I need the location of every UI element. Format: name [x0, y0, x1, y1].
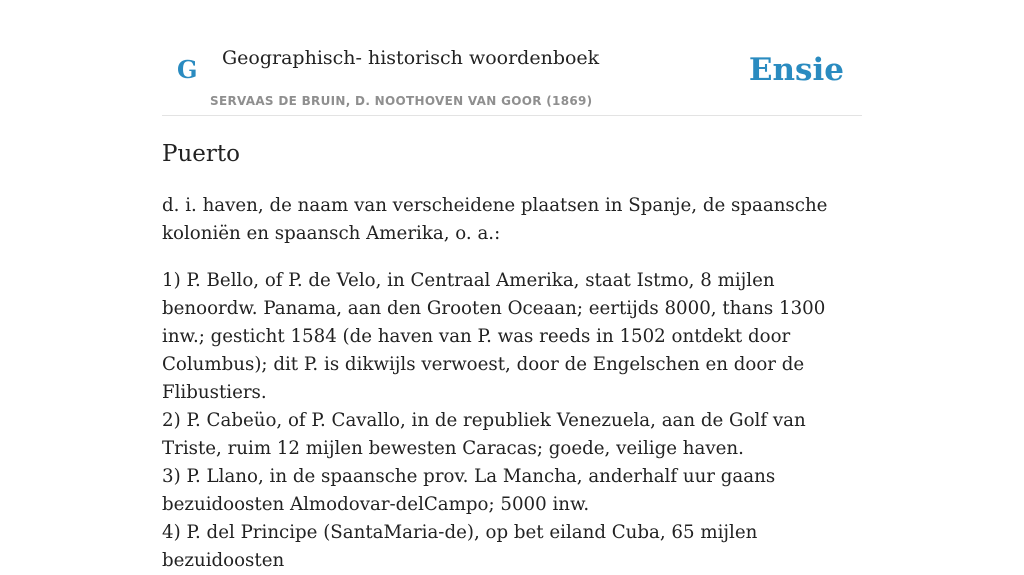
book-header	[162, 0, 862, 116]
entry-item: 1) P. Bello, of P. de Velo, in Centraal Amerika, staat Istmo, 8 mijlen benoordw. Panama, aan den Grooten Oceaan; eertijds 8000, thans 1300 inw.; gesticht 1584 (de haven van P. was reeds in 1502 ontdekt door Columbus); dit P. is dikwijls verwoest, door de Engelschen en door de Flibustiers.	[162, 270, 826, 403]
ensie-logo[interactable]: Ensie	[748, 52, 844, 88]
book-title-link[interactable]: Geographisch- historisch woordenboek	[222, 47, 600, 69]
book-author: SERVAAS DE BRUIN, D. NOOTHOVEN VAN GOOR (1869)	[210, 94, 593, 108]
book-initial-icon: G	[177, 55, 198, 84]
entry-title: Puerto	[162, 141, 240, 167]
entry-item: 2) P. Cabeüo, of P. Cavallo, in de republiek Venezuela, aan de Golf van Triste, ruim 12 mijlen bewesten Caracas; goede, veilige haven.	[162, 410, 806, 459]
entry-content	[162, 192, 862, 575]
entry-intro: d. i. haven, de naam van verscheidene plaatsen in Spanje, de spaansche koloniën en spaansch Amerika, o. a.:	[162, 195, 828, 244]
entry-item: 3) P. Llano, in de spaansche prov. La Mancha, anderhalf uur gaans bezuidoosten Almodovar-delCampo; 5000 inw.	[162, 466, 776, 515]
entry-item: 4) P. del Principe (SantaMaria-de), op bet eiland Cuba, 65 mijlen bezuidoosten	[162, 522, 758, 571]
